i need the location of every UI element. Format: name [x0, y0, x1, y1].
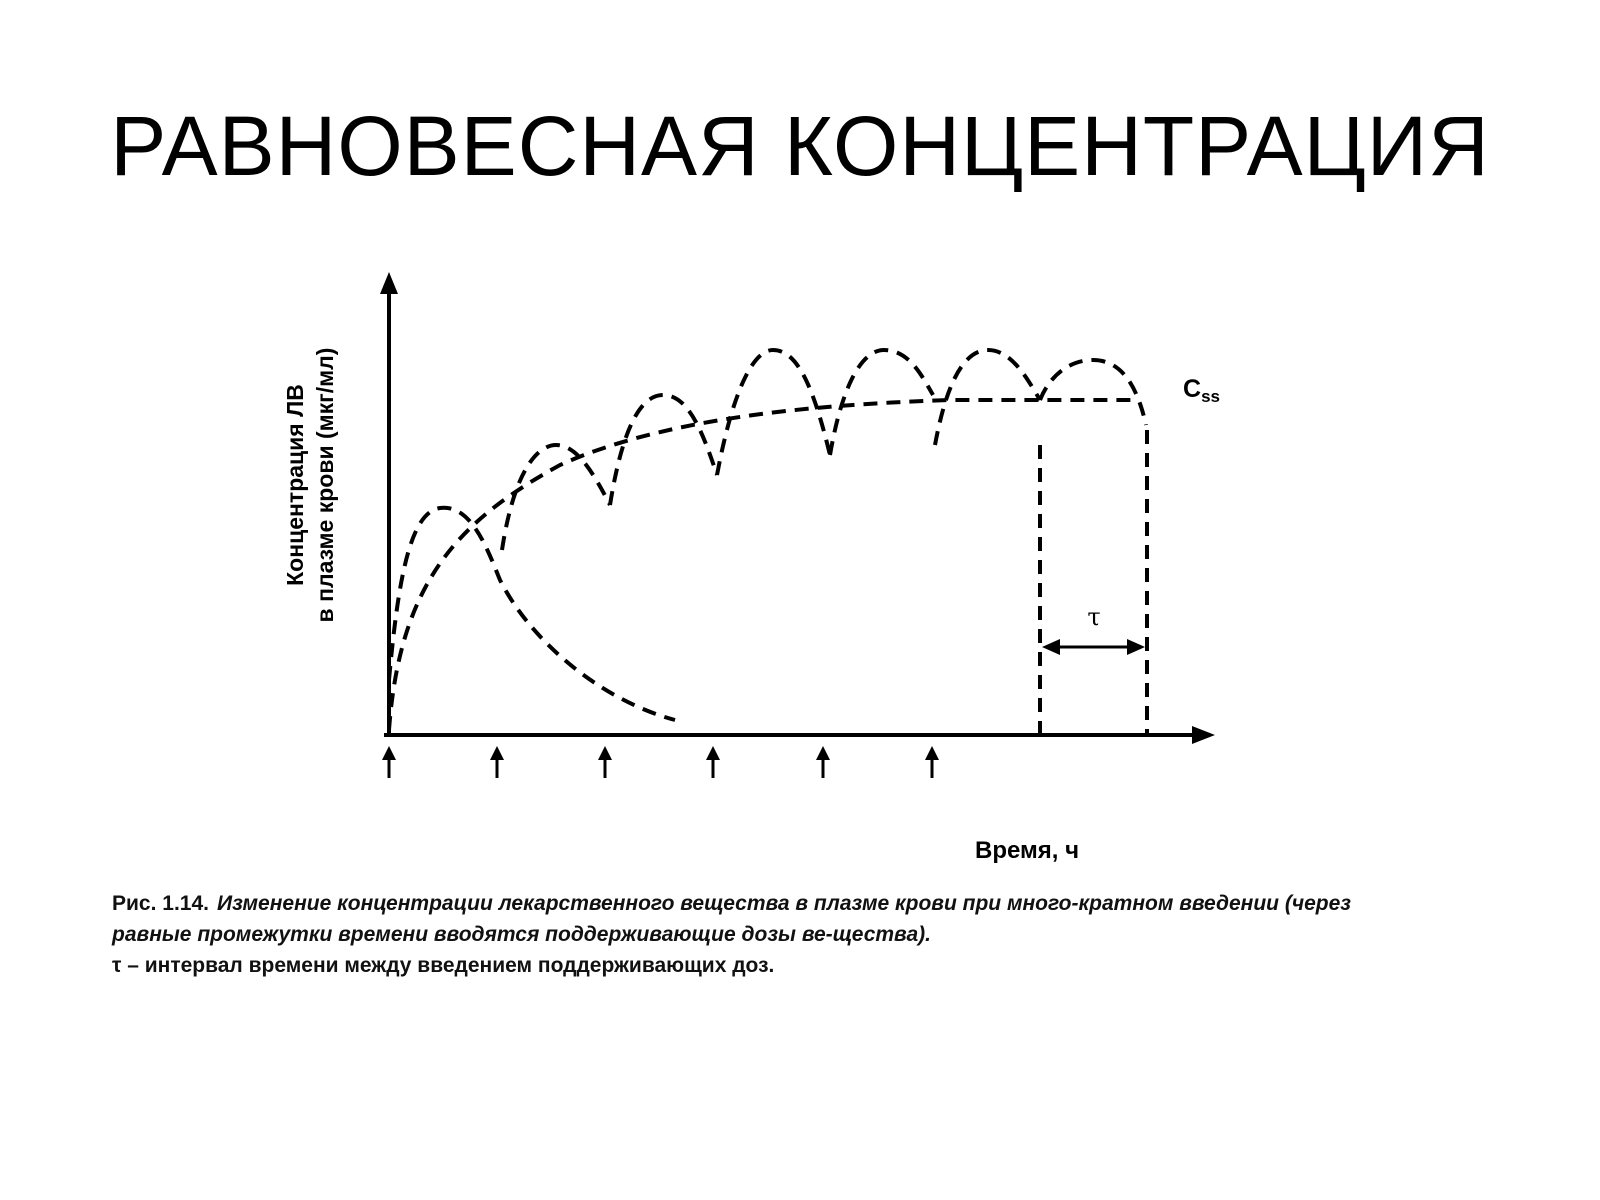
single-dose-curve [389, 508, 675, 720]
caption-main [112, 888, 1412, 950]
dose-arrow-5 [816, 746, 830, 778]
dose-arrow-2 [490, 746, 504, 778]
y-axis-label-line1: Концентрация ЛВ [282, 384, 308, 586]
tau-label: τ [1087, 603, 1101, 631]
css-label: $C_{ss}$ [1183, 375, 1220, 406]
x-axis-arrowhead [1192, 726, 1215, 744]
slide-title: РАВНОВЕСНАЯ КОНЦЕНТРАЦИЯ [110, 99, 1490, 193]
mean-concentration-curve [389, 400, 1135, 730]
dose-peak-6 [935, 350, 1040, 445]
caption-tau-line: τ – интервал времени между введением поддерживающих доз. [112, 954, 775, 977]
dose-arrow-6 [925, 746, 939, 778]
y-axis-label-line2: в плазме крови (мкг/мл) [312, 347, 338, 623]
dose-arrows [382, 746, 939, 778]
dose-arrow-3 [598, 746, 612, 778]
caption-text: Изменение концентрации лекарственного вещества в плазме крови при много-кратном введении (через равные промежутки времени вводятся поддерживающие дозы ве-щества). [112, 892, 1351, 946]
dose-peak-3 [610, 395, 717, 505]
figure-label: Рис. 1.14. [112, 892, 209, 915]
x-axis-label: Время, ч [975, 837, 1080, 864]
tau-arrow-right-head [1127, 639, 1145, 655]
dose-arrow-1 [382, 746, 396, 778]
tau-arrow-left-head [1042, 639, 1060, 655]
dose-arrow-4 [706, 746, 720, 778]
y-axis-arrowhead [380, 272, 398, 294]
dose-peak-2 [502, 445, 610, 550]
figure-caption [112, 888, 1412, 981]
dose-peak-7 [1040, 360, 1146, 425]
